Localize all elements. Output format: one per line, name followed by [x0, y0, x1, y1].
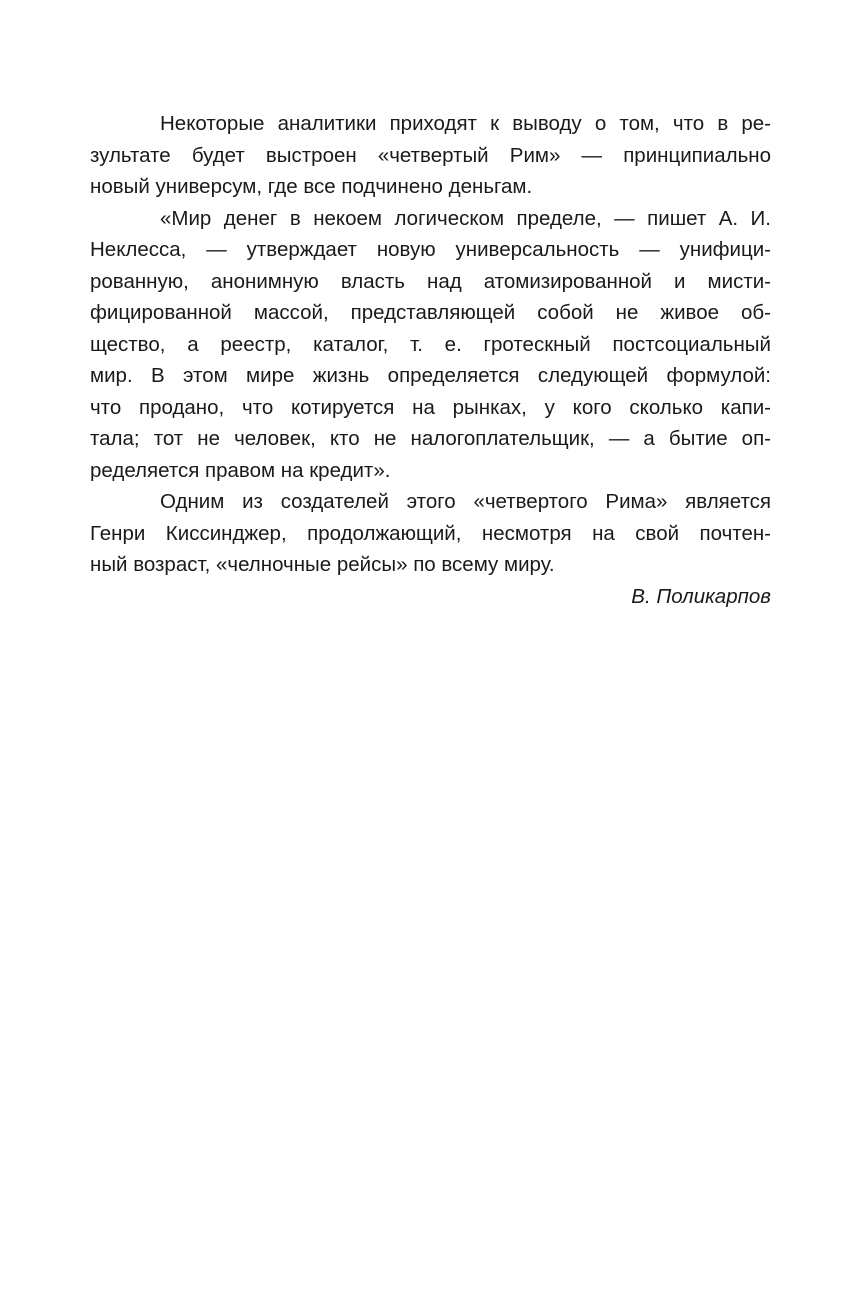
paragraph-2-line-9: ределяется правом на кредит».: [90, 458, 391, 482]
paragraph-1-line-3: новый универсум, где все подчинено деньгам.: [90, 175, 533, 198]
paragraph-2-line-4: фицированной массой, представляющей собой не живое об-: [90, 301, 771, 324]
paragraph-2-line-6: мир. В этом мире жизнь определяется следующей формулой:: [90, 364, 771, 387]
text-block: [90, 108, 771, 612]
paragraph-2-line-3: рованную, анонимную власть над атомизированной и мисти-: [90, 269, 771, 293]
paragraph-3-line-2: Генри Киссинджер, продолжающий, несмотря на свой почтен-: [90, 521, 771, 545]
paragraph-1-line-2: зультате будет выстроен «четвертый Рим» — принципиально: [90, 143, 771, 167]
paragraph-2-line-5: щество, а реестр, каталог, т. е. гротескный постсоциальный: [90, 332, 771, 356]
author-signature: В. Поликарпов: [631, 584, 771, 608]
paragraph-2-line-8: тала; тот не человек, кто не налогоплательщик, — а бытие оп-: [90, 427, 771, 450]
paragraph-3-line-1: Одним из создателей этого «четвертого Рима» является: [160, 490, 771, 513]
paragraph-1-line-1: Некоторые аналитики приходят к выводу о том, что в ре-: [160, 112, 771, 135]
paragraph-3-line-3: ный возраст, «челночные рейсы» по всему миру.: [90, 553, 555, 576]
paragraph-2-line-7: что продано, что котируется на рынках, у кого сколько капи-: [90, 395, 771, 419]
paragraph-2-line-1: «Мир денег в некоем логическом пределе, — пишет А. И.: [160, 206, 771, 230]
paragraph-2-line-2: Неклесса, — утверждает новую универсальность — унифици-: [90, 238, 771, 261]
